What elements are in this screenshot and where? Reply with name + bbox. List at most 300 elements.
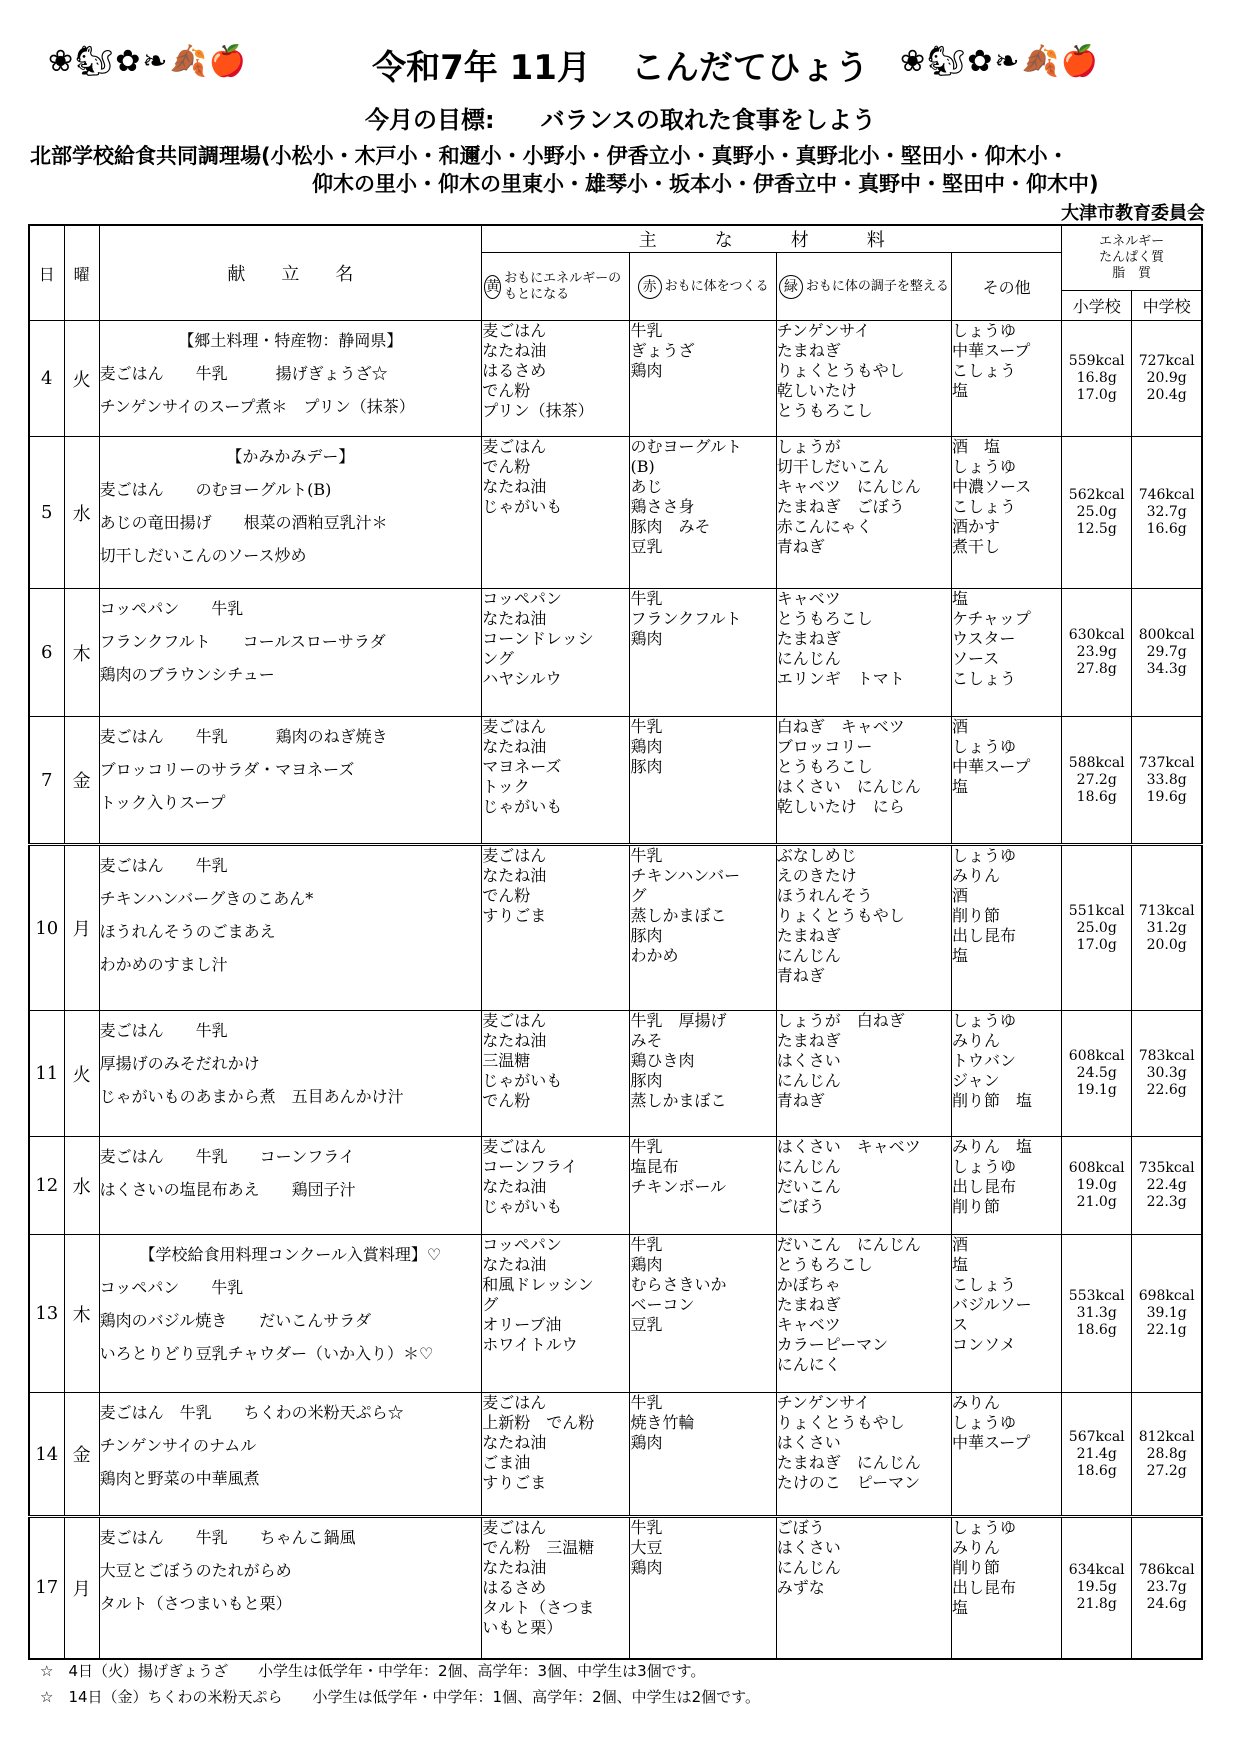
ingredient: 煮干し bbox=[952, 537, 1001, 556]
header-day: 日 bbox=[29, 225, 64, 321]
dish-cell bbox=[99, 845, 482, 1011]
nutrition-value: 22.3g bbox=[1146, 1194, 1187, 1210]
note-1: ☆ 4日（火）揚げぎょうざ 小学生は低学年・中学年：2個、高学年：3個、中学生は3個です。 bbox=[40, 1662, 706, 1680]
nutrition-value: 25.0g bbox=[1076, 919, 1117, 936]
ingredient: たまねぎ にんじん bbox=[776, 1453, 921, 1472]
dish-cell bbox=[99, 717, 482, 845]
other-ingredients-cell bbox=[952, 1137, 1062, 1235]
elem-nutrition-cell bbox=[1062, 1393, 1132, 1517]
elem-nutrition-cell bbox=[1062, 437, 1132, 589]
ingredient: コッペパン bbox=[482, 1235, 562, 1254]
ingredient: でん粉 三温糖 bbox=[482, 1538, 595, 1557]
nutrition-value: 21.8g bbox=[1076, 1596, 1117, 1613]
ingredient: しょうが 白ねぎ bbox=[776, 1011, 905, 1030]
dish-name: 【学校給食用料理コンクール入賞料理】♡ bbox=[139, 1245, 442, 1264]
dish-cell bbox=[99, 437, 482, 589]
menu-row bbox=[29, 845, 1202, 1011]
ingredient: ハヤシルウ bbox=[482, 669, 562, 688]
dish-name: 麦ごはん 牛乳 bbox=[99, 856, 228, 875]
nutrition-value: 19.0g bbox=[1076, 1177, 1117, 1193]
dish-name: チンゲンサイのスープ煮＊ プリン（抹茶） bbox=[99, 397, 415, 416]
dish-name: フランクフルト コールスローサラダ bbox=[99, 632, 386, 651]
nutrition-value: 562kcal bbox=[1068, 487, 1125, 503]
ingredient: 牛乳 bbox=[630, 1518, 663, 1537]
dish-name: トック入りスープ bbox=[99, 793, 226, 812]
junior-nutrition-cell bbox=[1132, 437, 1202, 589]
nutrition-value: 19.1g bbox=[1076, 1082, 1117, 1098]
ingredient: 乾しいたけ bbox=[776, 381, 857, 400]
elem-nutrition-cell bbox=[1062, 1235, 1132, 1393]
nutrition-value: 783kcal bbox=[1138, 1048, 1195, 1064]
elem-nutrition-cell bbox=[1062, 1011, 1132, 1137]
ingredient: 青ねぎ bbox=[776, 966, 825, 985]
green-ingredients-cell bbox=[776, 717, 951, 845]
nutrition-value: 634kcal bbox=[1068, 1562, 1125, 1579]
day-cell: 12 bbox=[29, 1137, 64, 1235]
other-ingredients-cell bbox=[952, 1517, 1062, 1659]
nutrition-value: 18.6g bbox=[1076, 1322, 1117, 1338]
ingredient: 豚肉 みそ bbox=[630, 517, 711, 536]
dish-name: 麦ごはん 牛乳 鶏肉のねぎ焼き bbox=[99, 727, 388, 746]
dish-name: ブロッコリーのサラダ・マヨネーズ bbox=[99, 760, 355, 779]
nutrition-value: 27.2g bbox=[1076, 771, 1117, 788]
elem-nutrition-cell bbox=[1062, 321, 1132, 437]
ingredient: とうもろこし bbox=[776, 757, 873, 776]
ingredient: 鶏肉 bbox=[630, 737, 663, 756]
other-ingredients-cell bbox=[952, 845, 1062, 1011]
ingredient: しょうゆ bbox=[952, 1011, 1017, 1030]
dish-cell bbox=[99, 1137, 482, 1235]
nutrition-value: 32.7g bbox=[1146, 504, 1187, 520]
ingredient: たまねぎ bbox=[776, 1295, 841, 1314]
ingredient: みそ bbox=[630, 1031, 663, 1050]
ingredient: 塩 bbox=[952, 946, 969, 965]
nutrition-value: 17.0g bbox=[1076, 387, 1117, 403]
elem-nutrition-cell bbox=[1062, 1137, 1132, 1235]
ingredient: とうもろこし bbox=[776, 1255, 873, 1274]
ingredient: ジャン bbox=[952, 1071, 1000, 1090]
other-ingredients-cell bbox=[952, 1393, 1062, 1517]
dish-name: 麦ごはん 牛乳 bbox=[99, 1021, 228, 1040]
ingredient: 塩昆布 bbox=[630, 1157, 679, 1176]
ingredient: ング bbox=[482, 649, 514, 668]
ingredient: いもと栗） bbox=[482, 1618, 563, 1637]
ingredient: 切干しだいこん bbox=[776, 457, 889, 476]
nutrition-value: 24.6g bbox=[1146, 1596, 1187, 1613]
title-main: こんだてひょう bbox=[630, 48, 869, 88]
ingredient: なたね油 bbox=[482, 866, 547, 885]
day-cell: 10 bbox=[29, 845, 64, 1011]
nutrition-value: 698kcal bbox=[1138, 1288, 1195, 1304]
ingredient: 麦ごはん bbox=[482, 717, 547, 736]
ingredient: オリーブ油 bbox=[482, 1315, 562, 1334]
dish-name: 麦ごはん 牛乳 ちゃんこ鍋風 bbox=[99, 1528, 356, 1547]
green-ingredients-cell bbox=[776, 1235, 951, 1393]
weekday-cell: 月 bbox=[64, 845, 99, 1011]
dish-name: 鶏肉のバジル焼き だいこんサラダ bbox=[99, 1311, 372, 1330]
ingredient: でん粉 bbox=[482, 886, 531, 905]
menu-table bbox=[28, 224, 1203, 1660]
nutrition-value: 630kcal bbox=[1068, 627, 1125, 643]
header-dish: 献 立 名 bbox=[99, 225, 482, 321]
ingredient: はくさい bbox=[776, 1433, 841, 1452]
nutrition-value: 23.9g bbox=[1076, 644, 1117, 660]
header-other: その他 bbox=[952, 253, 1062, 321]
ingredient: はるさめ bbox=[482, 1578, 547, 1597]
nutrition-value: 786kcal bbox=[1138, 1562, 1195, 1579]
ingredient: にんじん bbox=[776, 649, 841, 668]
ingredient: むらさきいか bbox=[630, 1275, 727, 1294]
header-energy: エネルギー たんぱく質 脂 質 bbox=[1062, 225, 1202, 291]
ingredient: 牛乳 bbox=[630, 1393, 663, 1412]
ingredient: 鶏肉 bbox=[630, 361, 663, 380]
ingredient: 豚肉 bbox=[630, 1071, 663, 1090]
ingredient: 出し昆布 bbox=[952, 1177, 1017, 1196]
ingredient: しょうゆ bbox=[952, 1157, 1017, 1176]
ingredient: みりん 塩 bbox=[952, 1137, 1033, 1156]
header-yellow: 黄 おもにエネルギーのもとになる bbox=[482, 253, 630, 321]
red-ingredients-cell bbox=[630, 1235, 776, 1393]
ingredient: 上新粉 でん粉 bbox=[482, 1413, 595, 1432]
nutrition-value: 608kcal bbox=[1068, 1160, 1125, 1176]
red-ingredients-cell bbox=[630, 717, 776, 845]
ingredient: 酒 bbox=[952, 886, 969, 905]
ingredient: こしょう bbox=[952, 361, 1017, 380]
nutrition-value: 553kcal bbox=[1068, 1288, 1125, 1304]
ingredient: ス bbox=[952, 1315, 969, 1334]
red-ingredients-cell bbox=[630, 1517, 776, 1659]
ingredient: トウバン bbox=[952, 1051, 1017, 1070]
ingredient: しょうゆ bbox=[952, 457, 1017, 476]
other-ingredients-cell bbox=[952, 321, 1062, 437]
junior-nutrition-cell bbox=[1132, 1393, 1202, 1517]
ingredient: 牛乳 bbox=[630, 1137, 663, 1156]
nutrition-value: 608kcal bbox=[1068, 1048, 1125, 1064]
menu-row bbox=[29, 1517, 1202, 1659]
ingredient: ウスター bbox=[952, 629, 1016, 648]
dish-name: 【かみかみデー】 bbox=[226, 447, 355, 466]
nutrition-value: 34.3g bbox=[1146, 661, 1187, 677]
elem-nutrition-cell bbox=[1062, 717, 1132, 845]
weekday-cell: 火 bbox=[64, 321, 99, 437]
nutrition-value: 24.5g bbox=[1076, 1065, 1117, 1081]
weekday-cell: 木 bbox=[64, 1235, 99, 1393]
dish-name: コッペパン 牛乳 bbox=[99, 1278, 244, 1297]
green-ingredients-cell bbox=[776, 437, 951, 589]
ingredient: 牛乳 厚揚げ bbox=[630, 1011, 727, 1030]
dish-cell bbox=[99, 589, 482, 717]
yellow-ingredients-cell bbox=[482, 1235, 630, 1393]
nutrition-value: 22.6g bbox=[1146, 1082, 1187, 1098]
ingredient: たまねぎ bbox=[776, 341, 841, 360]
red-ingredients-cell bbox=[630, 1137, 776, 1235]
nutrition-value: 20.0g bbox=[1146, 936, 1187, 953]
nutrition-value: 30.3g bbox=[1146, 1065, 1187, 1081]
ingredient: 豚肉 bbox=[630, 926, 663, 945]
nutrition-value: 22.1g bbox=[1146, 1322, 1187, 1338]
nutrition-value: 16.6g bbox=[1146, 521, 1187, 537]
yellow-circle-icon: 黄 bbox=[484, 275, 501, 299]
ingredient: 出し昆布 bbox=[952, 926, 1017, 945]
nutrition-value: 559kcal bbox=[1068, 353, 1125, 369]
ingredient: 鶏肉 bbox=[630, 1558, 663, 1577]
menu-row bbox=[29, 1011, 1202, 1137]
ingredient: ごぼう bbox=[776, 1197, 825, 1216]
ingredient: たまねぎ bbox=[776, 926, 841, 945]
header-junior: 中学校 bbox=[1132, 291, 1202, 321]
ingredient: 牛乳 bbox=[630, 589, 663, 608]
header-green: 緑 おもに体の調子を整える bbox=[776, 253, 951, 321]
red-ingredients-cell bbox=[630, 589, 776, 717]
ingredient: なたね油 bbox=[482, 1433, 547, 1452]
ingredient: みりん bbox=[952, 1538, 1001, 1557]
ingredient: たけのこ ピーマン bbox=[776, 1473, 921, 1492]
yellow-ingredients-cell bbox=[482, 845, 630, 1011]
dish-name: じゃがいものあまから煮 五目あんかけ汁 bbox=[99, 1087, 404, 1106]
nutrition-value: 23.7g bbox=[1146, 1579, 1187, 1596]
nutrition-value: 20.4g bbox=[1146, 387, 1187, 403]
ingredient: 青ねぎ bbox=[776, 537, 825, 556]
green-circle-icon: 緑 bbox=[779, 275, 803, 299]
ingredient: たまねぎ bbox=[776, 1031, 841, 1050]
nutrition-value: 19.6g bbox=[1146, 788, 1187, 805]
other-ingredients-cell bbox=[952, 1235, 1062, 1393]
nutrition-value: 31.2g bbox=[1146, 919, 1187, 936]
ingredient: 塩 bbox=[952, 1255, 969, 1274]
weekday-cell: 月 bbox=[64, 1517, 99, 1659]
ingredient: でん粉 bbox=[482, 457, 531, 476]
day-cell: 17 bbox=[29, 1517, 64, 1659]
nutrition-value: 713kcal bbox=[1138, 902, 1195, 919]
ingredient: にんじん bbox=[776, 946, 841, 965]
ingredient: しょうゆ bbox=[952, 846, 1017, 865]
nutrition-value: 21.4g bbox=[1076, 1445, 1117, 1462]
ingredient: 酒 bbox=[952, 1235, 969, 1254]
day-cell: 4 bbox=[29, 321, 64, 437]
ingredient: 塩 bbox=[952, 1598, 969, 1617]
header-red: 赤 おもに体をつくる bbox=[630, 253, 776, 321]
ingredient: トック bbox=[482, 777, 530, 796]
ingredient: はくさい bbox=[776, 1051, 841, 1070]
ingredient: 麦ごはん bbox=[482, 1518, 547, 1537]
red-ingredients-cell bbox=[630, 321, 776, 437]
nutrition-value: 27.2g bbox=[1146, 1462, 1187, 1479]
dish-name: チンゲンサイのナムル bbox=[99, 1436, 257, 1455]
ingredient: じゃがいも bbox=[482, 1071, 563, 1090]
ingredient: しょうゆ bbox=[952, 1518, 1017, 1537]
nutrition-value: 746kcal bbox=[1138, 487, 1195, 503]
yellow-ingredients-cell bbox=[482, 1393, 630, 1517]
ingredient: フランクフルト bbox=[630, 609, 742, 628]
dish-name: 大豆とごぼうのたれがらめ bbox=[99, 1561, 292, 1580]
header-main-ingredients: 主 な 材 料 bbox=[482, 225, 1062, 253]
ingredient: なたね油 bbox=[482, 1558, 547, 1577]
decoration-right: ❀🐿✿❧🍂🍎 bbox=[900, 44, 1101, 79]
ingredient: 削り節 bbox=[952, 1558, 1001, 1577]
yellow-ingredients-cell bbox=[482, 589, 630, 717]
ingredient: りょくとうもやし bbox=[776, 1413, 905, 1432]
ingredient: 中華スープ bbox=[952, 341, 1031, 360]
other-ingredients-cell bbox=[952, 437, 1062, 589]
ingredient: えのきたけ bbox=[776, 866, 857, 885]
ingredient: ホワイトルウ bbox=[482, 1335, 578, 1354]
ingredient: すりごま bbox=[482, 906, 547, 925]
red-ingredients-cell bbox=[630, 845, 776, 1011]
dish-name: 厚揚げのみそだれかけ bbox=[99, 1054, 260, 1073]
green-ingredients-cell bbox=[776, 321, 951, 437]
ingredient: しょうゆ bbox=[952, 321, 1017, 340]
ingredient: だいこん bbox=[776, 1177, 841, 1196]
ingredient: ぎょうざ bbox=[630, 341, 695, 360]
ingredient: にんじん bbox=[776, 1071, 841, 1090]
ingredient: しょうが bbox=[776, 437, 841, 456]
ingredient: すりごま bbox=[482, 1473, 547, 1492]
ingredient: りょくとうもやし bbox=[776, 361, 905, 380]
yellow-ingredients-cell bbox=[482, 1137, 630, 1235]
board-name: 大津市教育委員会 bbox=[1061, 203, 1205, 224]
green-ingredients-cell bbox=[776, 1517, 951, 1659]
page-title bbox=[0, 40, 1241, 89]
dish-cell bbox=[99, 1393, 482, 1517]
ingredient: ほうれんそう bbox=[776, 886, 873, 905]
ingredient: 豆乳 bbox=[630, 1315, 663, 1334]
nutrition-value: 17.0g bbox=[1076, 936, 1117, 953]
ingredient: こしょう bbox=[952, 1275, 1017, 1294]
kitchen-line-2: 仰木の里小・仰木の里東小・雄琴小・坂本小・伊香立中・真野中・堅田中・仰木中) bbox=[312, 172, 1099, 196]
ingredient: みずな bbox=[776, 1578, 825, 1597]
elem-nutrition-cell bbox=[1062, 1517, 1132, 1659]
dish-name: コッペパン 牛乳 bbox=[99, 599, 244, 618]
ingredient: コーンドレッシ bbox=[482, 629, 594, 648]
ingredient: しょうゆ bbox=[952, 737, 1017, 756]
ingredient: 酒 bbox=[952, 717, 969, 736]
green-ingredients-cell bbox=[776, 845, 951, 1011]
ingredient: 鶏肉 bbox=[630, 1433, 663, 1452]
dish-name: 鶏肉のブラウンシチュー bbox=[99, 665, 275, 684]
ingredient: はくさい キャベツ bbox=[776, 1137, 921, 1156]
ingredient: 麦ごはん bbox=[482, 1393, 547, 1412]
dish-cell bbox=[99, 1517, 482, 1659]
ingredient: 削り節 塩 bbox=[952, 1091, 1033, 1110]
ingredient: 塩 bbox=[952, 589, 969, 608]
junior-nutrition-cell bbox=[1132, 1235, 1202, 1393]
ingredient: 牛乳 bbox=[630, 321, 663, 340]
ingredient: チンゲンサイ bbox=[776, 321, 871, 340]
ingredient: 麦ごはん bbox=[482, 846, 547, 865]
junior-nutrition-cell bbox=[1132, 321, 1202, 437]
ingredient: 麦ごはん bbox=[482, 1011, 547, 1030]
goal-text: バランスの取れた食事をしよう bbox=[540, 106, 876, 134]
dish-cell bbox=[99, 321, 482, 437]
yellow-ingredients-cell bbox=[482, 1011, 630, 1137]
red-ingredients-cell bbox=[630, 437, 776, 589]
ingredient: 酒かす bbox=[952, 517, 1001, 536]
ingredient: 和風ドレッシン bbox=[482, 1275, 594, 1294]
ingredient: 蒸しかまぼこ bbox=[630, 1091, 727, 1110]
ingredient: 焼き竹輪 bbox=[630, 1413, 695, 1432]
ingredient: 中華スープ bbox=[952, 1433, 1031, 1452]
ingredient: 青ねぎ bbox=[776, 1091, 825, 1110]
day-cell: 7 bbox=[29, 717, 64, 845]
ingredient: かぼちゃ bbox=[776, 1275, 841, 1294]
ingredient: プリン（抹茶） bbox=[482, 401, 594, 420]
goal-label: 今月の目標: bbox=[365, 106, 495, 134]
ingredient: 塩 bbox=[952, 777, 969, 796]
ingredient: ケチャップ bbox=[952, 609, 1031, 628]
ingredient: 蒸しかまぼこ bbox=[630, 906, 727, 925]
ingredient: グ bbox=[482, 1295, 499, 1314]
menu-row bbox=[29, 1393, 1202, 1517]
green-ingredients-cell bbox=[776, 1011, 951, 1137]
ingredient: 大豆 bbox=[630, 1538, 663, 1557]
header-dow: 曜 bbox=[64, 225, 99, 321]
dish-name: 麦ごはん 牛乳 ちくわの米粉天ぷら☆ bbox=[99, 1403, 404, 1422]
nutrition-value: 551kcal bbox=[1068, 902, 1125, 919]
ingredient: みりん bbox=[952, 1031, 1001, 1050]
ingredient: 削り節 bbox=[952, 1197, 1001, 1216]
dish-name: 麦ごはん 牛乳 コーンフライ bbox=[99, 1147, 355, 1166]
ingredient: マヨネーズ bbox=[482, 757, 562, 776]
ingredient: にんにく bbox=[776, 1355, 841, 1374]
ingredient: 乾しいたけ にら bbox=[776, 797, 905, 816]
dish-cell bbox=[99, 1011, 482, 1137]
junior-nutrition-cell bbox=[1132, 1517, 1202, 1659]
day-cell: 13 bbox=[29, 1235, 64, 1393]
ingredient: 出し昆布 bbox=[952, 1578, 1017, 1597]
ingredient: りょくとうもやし bbox=[776, 906, 905, 925]
ingredient: ブロッコリー bbox=[776, 737, 873, 756]
ingredient: 豚肉 bbox=[630, 757, 663, 776]
junior-nutrition-cell bbox=[1132, 845, 1202, 1011]
nutrition-value: 31.3g bbox=[1076, 1305, 1117, 1321]
ingredient: 麦ごはん bbox=[482, 1137, 547, 1156]
dish-name: ほうれんそうのごまあえ bbox=[99, 922, 276, 941]
ingredient: チキンハンバー bbox=[630, 866, 741, 885]
nutrition-value: 567kcal bbox=[1068, 1428, 1125, 1445]
weekday-cell: 火 bbox=[64, 1011, 99, 1137]
junior-nutrition-cell bbox=[1132, 1011, 1202, 1137]
ingredient: ごぼう bbox=[776, 1518, 825, 1537]
menu-row bbox=[29, 589, 1202, 717]
ingredient: みりん bbox=[952, 1393, 1001, 1412]
dish-name: わかめのすまし汁 bbox=[99, 955, 228, 974]
ingredient: なたね油 bbox=[482, 1177, 547, 1196]
yellow-ingredients-cell bbox=[482, 1517, 630, 1659]
red-ingredients-cell bbox=[630, 1393, 776, 1517]
ingredient: なたね油 bbox=[482, 1031, 547, 1050]
ingredient: 牛乳 bbox=[630, 1235, 663, 1254]
nutrition-value: 812kcal bbox=[1138, 1428, 1195, 1445]
ingredient: コンソメ bbox=[952, 1335, 1016, 1354]
dish-name: 麦ごはん 牛乳 揚げぎょうざ☆ bbox=[99, 364, 388, 383]
day-cell: 11 bbox=[29, 1011, 64, 1137]
ingredient: チンゲンサイ bbox=[776, 1393, 871, 1412]
weekday-cell: 水 bbox=[64, 1137, 99, 1235]
ingredient: のむヨーグルト bbox=[630, 437, 743, 456]
weekday-cell: 金 bbox=[64, 1393, 99, 1517]
ingredient: にんじん bbox=[776, 1157, 841, 1176]
ingredient: ソース bbox=[952, 649, 1000, 668]
ingredient: なたね油 bbox=[482, 1255, 547, 1274]
ingredient: カラーピーマン bbox=[776, 1335, 889, 1354]
ingredient: ぶなしめじ bbox=[776, 846, 857, 865]
red-circle-icon: 赤 bbox=[638, 275, 662, 299]
ingredient: 中華スープ bbox=[952, 757, 1031, 776]
ingredient: なたね油 bbox=[482, 477, 547, 496]
elem-nutrition-cell bbox=[1062, 589, 1132, 717]
ingredient: 牛乳 bbox=[630, 717, 663, 736]
green-ingredients-cell bbox=[776, 589, 951, 717]
